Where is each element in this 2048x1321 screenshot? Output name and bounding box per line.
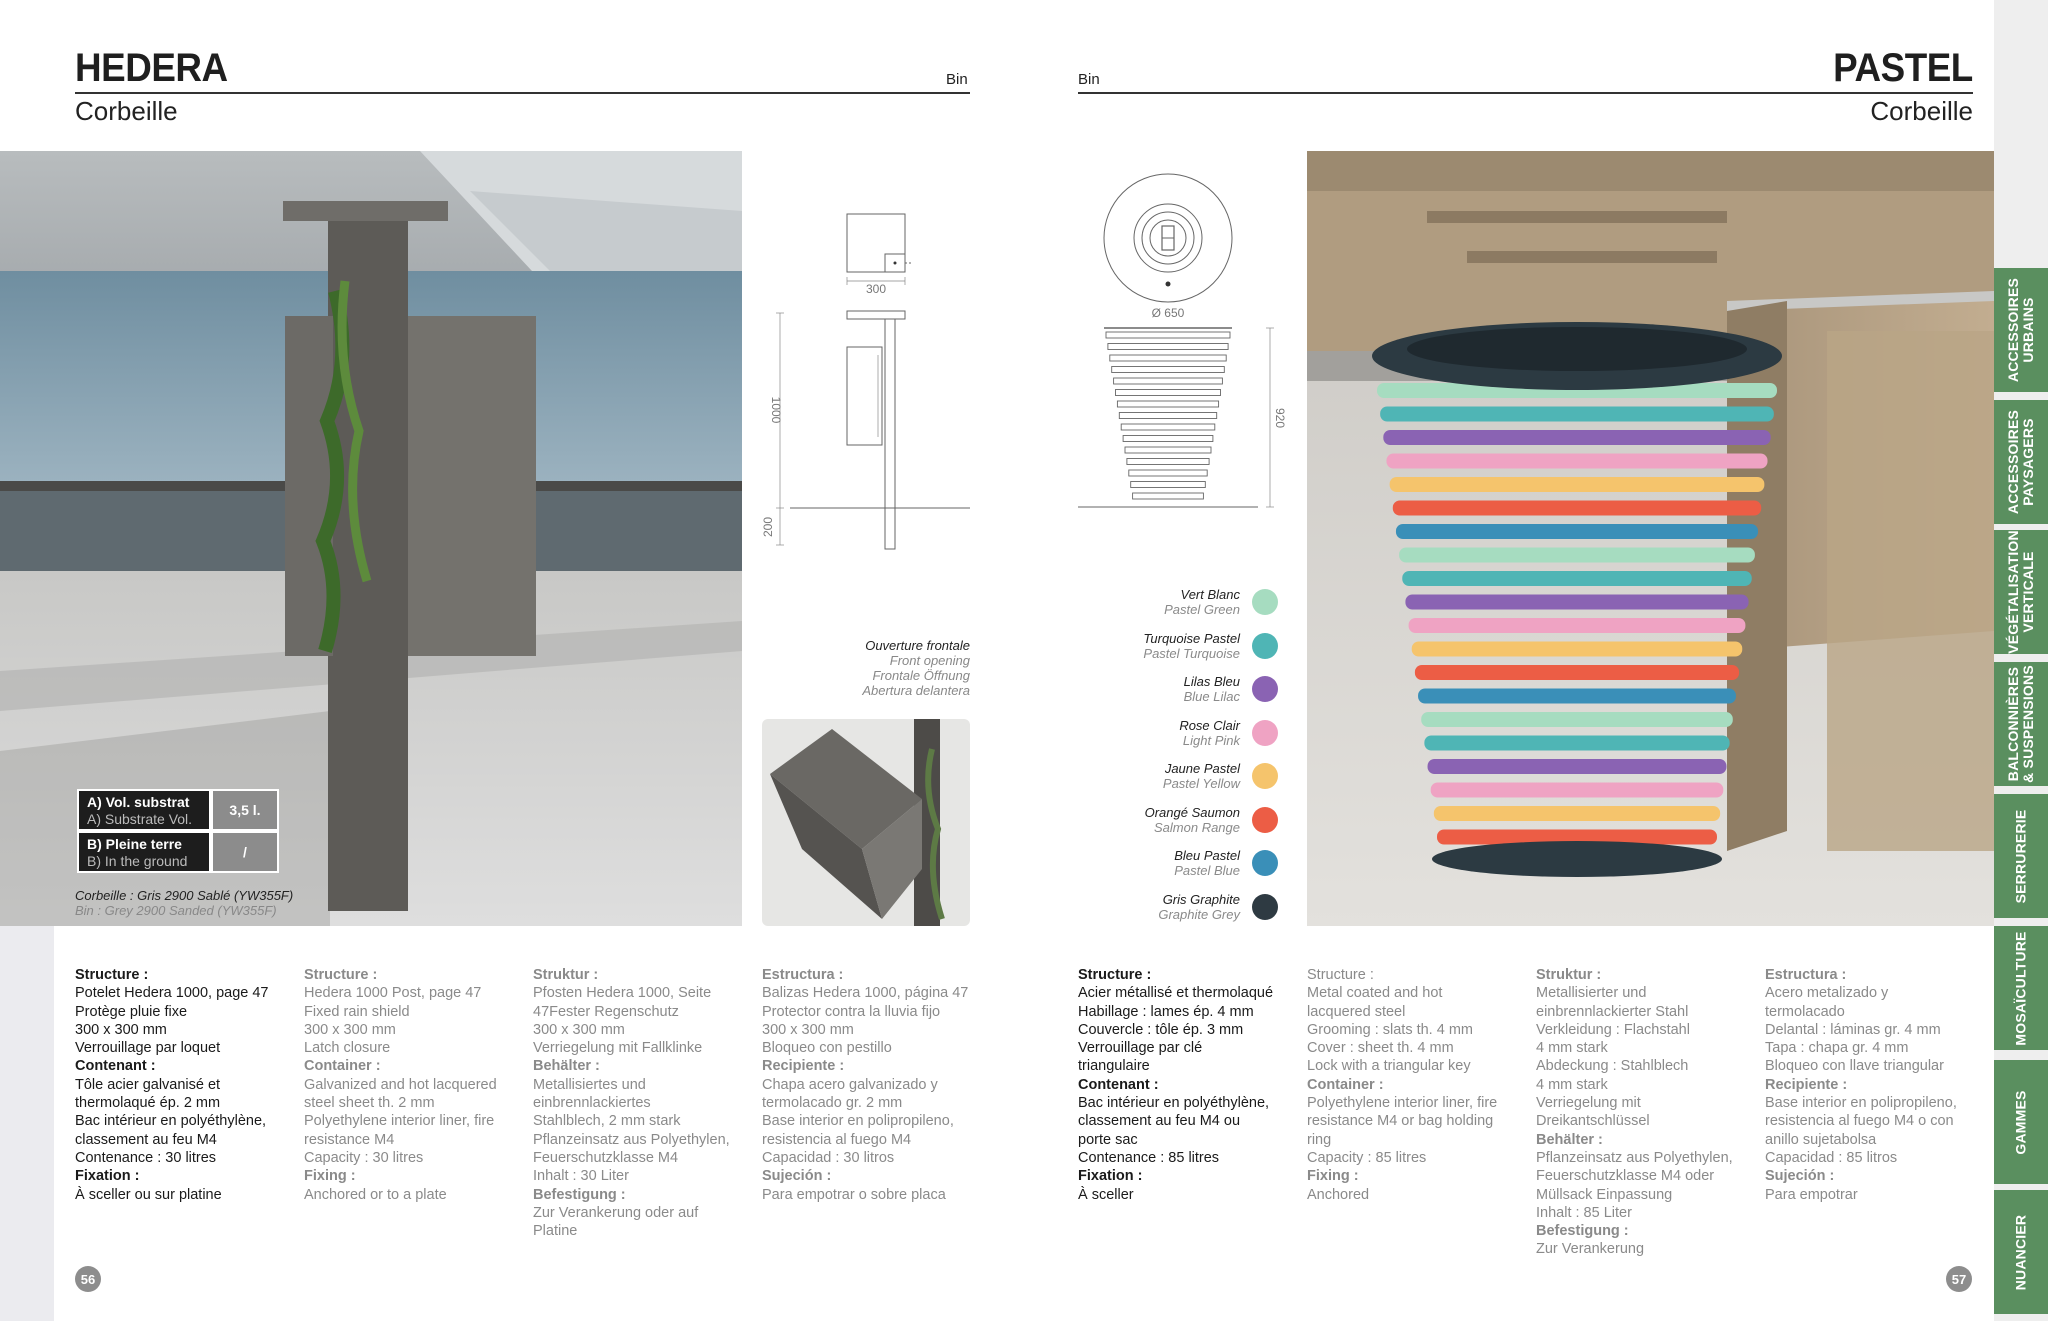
- bin-slat: [1418, 689, 1736, 704]
- sidebar-tab-6[interactable]: [1994, 926, 2048, 1050]
- spec-line: Couvercle : tôle ép. 3 mm: [1078, 1021, 1244, 1038]
- front-opening-photo: [762, 719, 970, 926]
- spec-line: À sceller ou sur platine: [75, 1186, 222, 1203]
- spec-line: À sceller: [1078, 1186, 1134, 1203]
- in-ground-title: B) Pleine terre: [87, 836, 182, 852]
- spec-line: Inhalt : 85 Liter: [1536, 1204, 1632, 1221]
- spec-heading: Behälter :: [533, 1058, 600, 1075]
- spec-line: Anchored: [1307, 1186, 1370, 1203]
- color-swatch-dot: [1252, 720, 1278, 746]
- right-page-number: 57: [1946, 1266, 1972, 1292]
- spec-line: Müllsack Einpassung: [1536, 1186, 1673, 1203]
- drawing-slat: [1131, 482, 1206, 488]
- spec-line: Balizas Hedera 1000, página 47: [762, 985, 969, 1002]
- spec-line: Base interior en polipropileno,: [762, 1113, 954, 1130]
- spec-line: Galvanized and hot lacquered: [304, 1076, 497, 1093]
- spec-heading: Contenant :: [75, 1058, 156, 1075]
- spec-line: Pfosten Hedera 1000, Seite: [533, 985, 712, 1002]
- right-title-rule: [1078, 92, 1973, 94]
- spec-line: Lock with a triangular key: [1307, 1058, 1471, 1075]
- sidebar-tab-1[interactable]: [1994, 268, 2048, 392]
- color-swatch-row: [1048, 845, 1278, 885]
- color-swatch-row: [1048, 889, 1278, 929]
- substrate-volume-title: A) Vol. substrat: [87, 794, 190, 810]
- spec-line: einbrennlackierter Stahl: [1536, 1003, 1689, 1020]
- spec-line: Dreikantschlüssel: [1536, 1113, 1650, 1130]
- front-opening-illustration: [762, 719, 970, 926]
- spec-line: Pflanzeinsatz aus Polyethylen,: [1536, 1149, 1733, 1166]
- left-product-subtitle: Corbeille: [75, 96, 178, 126]
- drawing-slat: [1112, 367, 1225, 373]
- color-name-fr: Lilas Bleu: [1183, 674, 1240, 689]
- color-name-en: Pastel Green: [1164, 602, 1240, 617]
- hedera-spec-es: [762, 966, 974, 1204]
- spec-line: Protège pluie fixe: [75, 1003, 188, 1020]
- section-sidebar: [1994, 0, 2048, 1321]
- color-swatch-row: [1048, 671, 1278, 711]
- opening-fr: Ouverture frontale: [865, 638, 970, 653]
- spec-line: Verkleidung : Flachstahl: [1536, 1021, 1690, 1038]
- spec-heading: Recipiente :: [762, 1058, 845, 1075]
- spec-line: Metallisiertes und: [533, 1076, 646, 1093]
- spec-line: Abdeckung : Stahlblech: [1536, 1058, 1689, 1075]
- color-swatch-name: [1040, 718, 1240, 748]
- spec-line: Chapa acero galvanizado y: [762, 1076, 938, 1093]
- drawing-slat: [1108, 344, 1228, 350]
- spec-heading: Estructura :: [762, 967, 844, 983]
- spec-heading: Structure :: [1078, 967, 1152, 983]
- spec-line: resistance M4: [304, 1131, 395, 1148]
- sidebar-tab-3[interactable]: [1994, 530, 2048, 654]
- pastel-technical-drawing: [1078, 170, 1287, 515]
- pastel-spec-fr: [1078, 966, 1290, 1204]
- spec-line: Stahlblech, 2 mm stark: [533, 1113, 681, 1130]
- spec-line: Acier métallisé et thermolaqué: [1078, 985, 1274, 1002]
- opening-en: Front opening: [889, 653, 970, 668]
- spec-line: Capacity : 85 litres: [1307, 1149, 1427, 1166]
- spec-line: steel sheet th. 2 mm: [304, 1095, 435, 1112]
- color-swatch-name: [1040, 761, 1240, 791]
- spec-line: Structure :: [1307, 967, 1374, 983]
- spec-line: Capacidad : 30 litros: [762, 1149, 895, 1166]
- bin-slat: [1380, 407, 1774, 422]
- hedera-spec-en: [304, 966, 516, 1204]
- spec-heading: Recipiente :: [1765, 1076, 1848, 1093]
- spec-heading: Sujeción :: [762, 1168, 832, 1185]
- left-title-rule: [75, 92, 970, 94]
- spec-line: Verriegelung mit Fallklinke: [533, 1040, 703, 1057]
- color-swatch-name: [1040, 631, 1240, 661]
- right-product-subtitle: Corbeille: [1870, 96, 1973, 126]
- spec-line: lacquered steel: [1307, 1003, 1406, 1020]
- sidebar-tab-label: VÉGÉTALISATION VERTICALE: [2005, 530, 2036, 654]
- bin-slat: [1424, 736, 1729, 751]
- spec-line: einbrennlackiertes: [533, 1095, 651, 1112]
- spec-line: resistance M4 or bag holding: [1307, 1113, 1494, 1130]
- spec-line: Grooming : slats th. 4 mm: [1307, 1021, 1473, 1038]
- color-swatch-name: [1040, 674, 1240, 704]
- color-name-en: Blue Lilac: [1183, 689, 1240, 704]
- opening-es: Abertura delantera: [862, 683, 970, 698]
- spec-line: Platine: [533, 1223, 578, 1240]
- color-swatch-row: [1048, 802, 1278, 842]
- pastel-photo-illustration: [1307, 151, 1994, 926]
- spec-line: Feuerschutzklasse M4 oder: [1536, 1168, 1715, 1185]
- spec-line: Tôle acier galvanisé et: [75, 1076, 221, 1093]
- spec-line: ring: [1307, 1131, 1332, 1148]
- sidebar-tab-label: ACCESSOIRES PAYSAGERS: [2005, 409, 2036, 515]
- drawing-slat: [1121, 424, 1215, 430]
- color-name-en: Pastel Turquoise: [1143, 645, 1240, 661]
- substrate-volume-label: [77, 789, 211, 831]
- drawing-slat: [1125, 447, 1211, 453]
- spec-line: Habillage : lames ép. 4 mm: [1078, 1003, 1254, 1020]
- spec-line: Inhalt : 30 Liter: [533, 1168, 629, 1185]
- spec-line: 4 mm stark: [1536, 1076, 1608, 1093]
- sidebar-tab-8[interactable]: [1994, 1190, 2048, 1314]
- spec-line: Contenance : 30 litres: [75, 1149, 217, 1166]
- sidebar-tab-label: GAMMES: [2012, 1089, 2029, 1155]
- color-name-en: Salmon Range: [1154, 819, 1240, 835]
- bin-slat: [1428, 759, 1727, 774]
- spec-line: Verriegelung mit: [1536, 1095, 1641, 1112]
- left-category-tag: Bin: [946, 71, 968, 88]
- spec-heading: Struktur :: [533, 967, 599, 983]
- color-swatch-dot: [1252, 807, 1278, 833]
- pastel-spec-en: [1307, 966, 1519, 1204]
- bin-slat: [1412, 642, 1743, 657]
- spec-line: 300 x 300 mm: [762, 1021, 854, 1038]
- spec-heading: Estructura :: [1765, 967, 1847, 983]
- color-swatch-dot: [1252, 850, 1278, 876]
- color-swatch-row: [1048, 758, 1278, 798]
- spec-heading: Fixation :: [75, 1168, 140, 1185]
- sidebar-tab-label: NUANCIER: [2012, 1214, 2029, 1290]
- spec-line: 300 x 300 mm: [75, 1021, 167, 1038]
- spec-line: Cover : sheet th. 4 mm: [1307, 1040, 1454, 1057]
- spec-line: triangulaire: [1078, 1058, 1150, 1075]
- bin-slat: [1386, 454, 1767, 469]
- drawing-slat: [1123, 436, 1213, 442]
- bin-slat: [1383, 430, 1770, 445]
- bin-slat: [1402, 571, 1751, 586]
- substrate-volume-subtitle: A) Substrate Vol.: [87, 811, 193, 827]
- in-ground-label: [77, 831, 211, 873]
- spec-heading: Contenant :: [1078, 1076, 1159, 1093]
- hedera-spec-fr: [75, 966, 287, 1204]
- spec-line: anillo sujetabolsa: [1765, 1131, 1877, 1148]
- right-category-tag: Bin: [1078, 71, 1100, 88]
- color-name-en: Pastel Blue: [1174, 863, 1240, 878]
- spec-heading: Sujeción :: [1765, 1168, 1835, 1185]
- sidebar-tab-7[interactable]: [1994, 1060, 2048, 1184]
- color-swatch-dot: [1252, 633, 1278, 659]
- color-swatch-row: [1048, 628, 1278, 668]
- right-product-title: PASTEL: [1833, 46, 1973, 90]
- spec-line: Zur Verankerung: [1536, 1241, 1645, 1258]
- spec-line: Capacidad : 85 litros: [1765, 1149, 1898, 1166]
- spec-line: Protector contra la lluvia fijo: [762, 1003, 941, 1020]
- spec-line: thermolaqué ép. 2 mm: [75, 1095, 221, 1112]
- drawing-slat: [1127, 459, 1209, 465]
- spec-line: 4 mm stark: [1536, 1040, 1608, 1057]
- spec-line: resistencia al fuego M4: [762, 1131, 912, 1148]
- color-swatch-dot: [1252, 676, 1278, 702]
- bin-slat: [1421, 712, 1733, 727]
- drawing-slat: [1119, 413, 1216, 419]
- spec-line: Base interior en polipropileno,: [1765, 1095, 1957, 1112]
- sidebar-tab-label: BALCONNIÈRES & SUSPENSIONS: [2005, 665, 2036, 783]
- color-name-fr: Vert Blanc: [1180, 587, 1240, 602]
- color-name-fr: Gris Graphite: [1162, 891, 1240, 907]
- spec-line: porte sac: [1078, 1131, 1138, 1148]
- color-swatch-name: [1040, 587, 1240, 617]
- color-swatch-dot: [1252, 589, 1278, 615]
- color-swatch-dot: [1252, 894, 1278, 920]
- spec-heading: Fixation :: [1078, 1168, 1143, 1185]
- sidebar-tab-label: SERRURERIE: [2012, 809, 2029, 903]
- spec-line: termolacado gr. 2 mm: [762, 1095, 903, 1112]
- spec-line: Polyethylene interior liner, fire: [1307, 1095, 1498, 1112]
- spec-line: Potelet Hedera 1000, page 47: [75, 985, 269, 1002]
- spec-heading: Structure :: [75, 967, 149, 983]
- bin-slat: [1393, 501, 1761, 516]
- pastel-spec-de: [1536, 966, 1748, 1259]
- sidebar-tab-2[interactable]: [1994, 400, 2048, 524]
- color-swatch-name: [1040, 805, 1240, 835]
- spec-line: Polyethylene interior liner, fire: [304, 1113, 495, 1130]
- spec-line: Verrouillage par loquet: [75, 1040, 221, 1057]
- spec-line: classement au feu M4 ou: [1078, 1113, 1241, 1130]
- spec-line: Bloqueo con pestillo: [762, 1040, 892, 1057]
- color-name-fr: Rose Clair: [1179, 717, 1240, 733]
- hedera-dim-300: 300: [865, 282, 887, 296]
- bin-slat: [1405, 595, 1748, 610]
- color-name-fr: Bleu Pastel: [1174, 848, 1240, 863]
- drawing-slat: [1116, 390, 1221, 396]
- spec-line: Zur Verankerung oder auf: [533, 1204, 699, 1221]
- spec-heading: Struktur :: [1536, 967, 1602, 983]
- color-swatch-name: [1040, 848, 1240, 878]
- color-name-en: Graphite Grey: [1158, 906, 1240, 922]
- spec-line: classement au feu M4: [75, 1131, 217, 1148]
- spec-line: 300 x 300 mm: [533, 1021, 625, 1038]
- color-name-fr: Jaune Pastel: [1164, 761, 1240, 776]
- spec-line: Para empotrar o sobre placa: [762, 1186, 946, 1203]
- substrate-volume-value: 3,5 l.: [211, 789, 279, 831]
- color-swatch-list: [1078, 584, 1278, 934]
- color-name-fr: Turquoise Pastel: [1143, 630, 1240, 646]
- spec-line: Para empotrar: [1765, 1186, 1858, 1203]
- spec-line: Anchored or to a plate: [304, 1186, 447, 1203]
- front-opening-caption: [800, 638, 970, 698]
- color-swatch-row: [1048, 584, 1278, 624]
- pastel-dim-920: 920: [1273, 407, 1287, 429]
- bin-slat: [1409, 618, 1746, 633]
- sidebar-tab-5[interactable]: [1994, 794, 2048, 918]
- spec-line: Acero metalizado y: [1765, 985, 1889, 1002]
- color-name-en: Pastel Yellow: [1162, 776, 1240, 791]
- drawing-slat: [1133, 493, 1204, 499]
- color-name-en: Light Pink: [1182, 732, 1240, 748]
- hedera-caption-en: Bin : Grey 2900 Sanded (YW355F): [75, 903, 277, 918]
- spec-line: Pflanzeinsatz aus Polyethylen,: [533, 1131, 730, 1148]
- bin-slat: [1431, 783, 1724, 798]
- spec-line: 300 x 300 mm: [304, 1021, 396, 1038]
- sidebar-tab-label: MOSAÏCULTURE: [2012, 930, 2029, 1046]
- hedera-photo-caption: [75, 888, 293, 918]
- in-ground-subtitle: B) In the ground: [87, 853, 188, 869]
- drawing-slat: [1117, 401, 1218, 407]
- sidebar-tab-4[interactable]: [1994, 662, 2048, 786]
- spec-heading: Befestigung :: [533, 1186, 626, 1203]
- sidebar-tab-label: ACCESSOIRES URBAINS: [2005, 277, 2036, 383]
- opening-de: Frontale Öffnung: [872, 668, 970, 683]
- bin-slat: [1415, 665, 1739, 680]
- bin-slat: [1396, 524, 1758, 539]
- hedera-technical-drawing: [760, 205, 970, 555]
- spec-heading: Behälter :: [1536, 1131, 1603, 1148]
- spec-line: 47Fester Regenschutz: [533, 1003, 679, 1020]
- spec-line: Metal coated and hot: [1307, 985, 1443, 1002]
- bin-slat: [1434, 806, 1720, 821]
- spec-line: Verrouillage par clé: [1078, 1040, 1203, 1057]
- drawing-slat: [1110, 355, 1226, 361]
- spec-line: Delantal : láminas gr. 4 mm: [1765, 1021, 1941, 1038]
- drawing-slat: [1106, 332, 1230, 338]
- color-swatch-dot: [1252, 763, 1278, 789]
- hedera-dim-200: 200: [761, 516, 775, 538]
- spec-line: termolacado: [1765, 1003, 1845, 1020]
- drawing-slat: [1129, 470, 1207, 476]
- in-ground-value: /: [211, 831, 279, 873]
- pastel-product-photo: [1307, 151, 1994, 926]
- pastel-drawing-slats: [1106, 332, 1230, 499]
- spec-line: Bac intérieur en polyéthylène,: [1078, 1095, 1270, 1112]
- spec-line: Fixed rain shield: [304, 1003, 410, 1020]
- spec-heading: Fixing :: [304, 1168, 356, 1185]
- bin-slat: [1390, 477, 1765, 492]
- spec-line: Bloqueo con llave triangular: [1765, 1058, 1944, 1075]
- left-page-number: 56: [75, 1266, 101, 1292]
- spec-line: Capacity : 30 litres: [304, 1149, 424, 1166]
- spec-line: Hedera 1000 Post, page 47: [304, 985, 482, 1002]
- color-swatch-name: [1040, 892, 1240, 922]
- spec-heading: Container :: [304, 1058, 381, 1075]
- spec-heading: Fixing :: [1307, 1168, 1359, 1185]
- hedera-caption-fr: Corbeille : Gris 2900 Sablé (YW355F): [75, 888, 294, 903]
- color-name-fr: Orangé Saumon: [1144, 804, 1240, 820]
- spec-line: Feuerschutzklasse M4: [533, 1149, 679, 1166]
- left-product-title: HEDERA: [75, 46, 228, 90]
- bin-slat: [1399, 548, 1755, 563]
- spec-line: Metallisierter und: [1536, 985, 1647, 1002]
- spec-heading: Befestigung :: [1536, 1223, 1629, 1240]
- spec-heading: Container :: [1307, 1076, 1384, 1093]
- pastel-dim-650: Ø 650: [1151, 306, 1185, 320]
- spec-line: resistencia al fuego M4 o con: [1765, 1113, 1954, 1130]
- pastel-spec-es: [1765, 966, 1977, 1204]
- spec-line: Latch closure: [304, 1040, 391, 1057]
- spec-heading: Structure :: [304, 967, 378, 983]
- spec-line: Bac intérieur en polyéthylène,: [75, 1113, 267, 1130]
- drawing-slat: [1114, 378, 1223, 384]
- spec-line: Tapa : chapa gr. 4 mm: [1765, 1040, 1909, 1057]
- hedera-spec-de: [533, 966, 745, 1240]
- color-swatch-row: [1048, 715, 1278, 755]
- spec-line: Contenance : 85 litres: [1078, 1149, 1220, 1166]
- hedera-dim-1000: 1000: [769, 396, 783, 424]
